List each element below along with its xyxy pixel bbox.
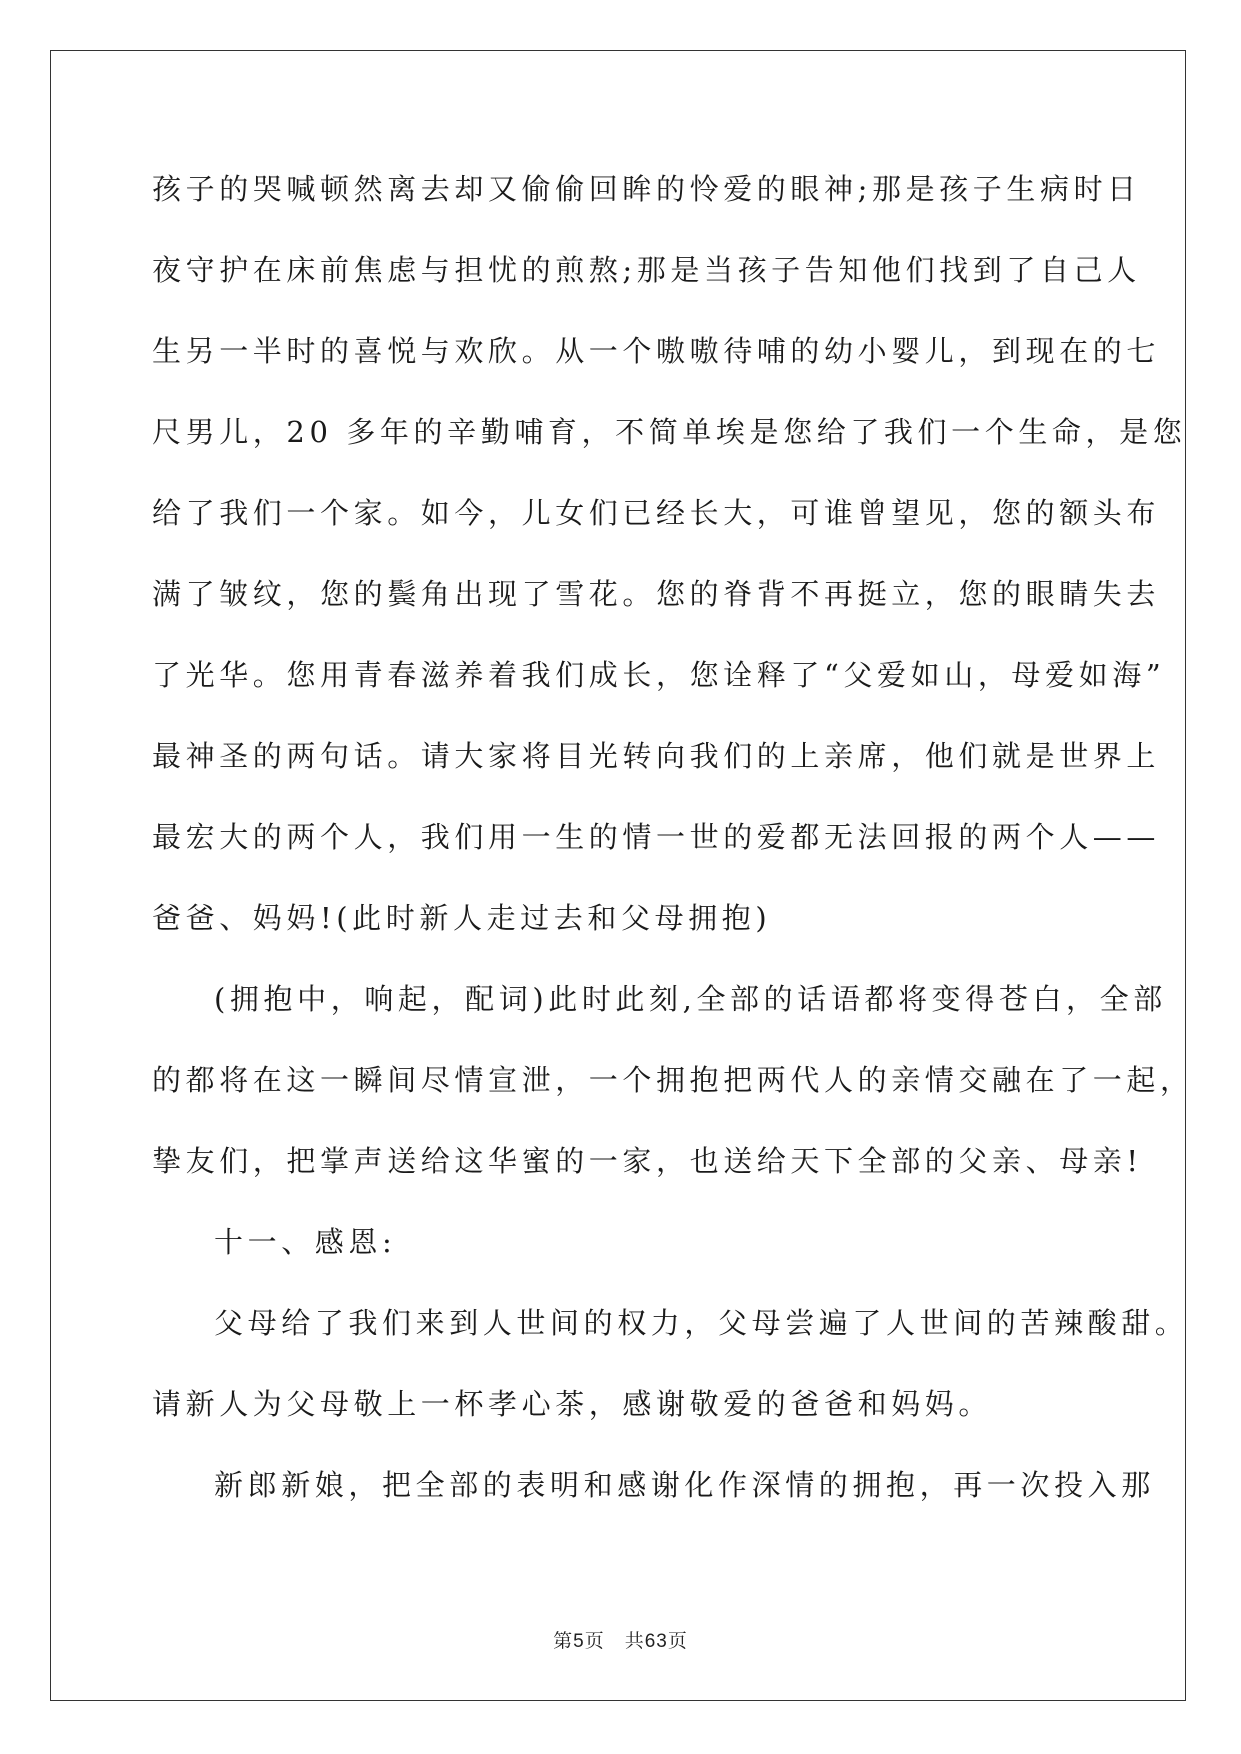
text-line: 了光华。您用青春滋养着我们成长，您诠释了“父爱如山，母爱如海” (152, 658, 1166, 692)
page-footer (0, 1626, 1241, 1653)
text-line: 生另一半时的喜悦与欢欣。从一个嗷嗷待哺的幼小婴儿，到现在的七 (152, 334, 1161, 368)
text-line: 最神圣的两句话。请大家将目光转向我们的上亲席，他们就是世界上 (152, 739, 1161, 773)
text-line: 爸爸、妈妈!(此时新人走过去和父母拥抱) (152, 901, 772, 935)
text-line: 孩子的哭喊顿然离去却又偷偷回眸的怜爱的眼神;那是孩子生病时日 (152, 172, 1141, 206)
text-line: 夜守护在床前焦虑与担忧的煎熬;那是当孩子告知他们找到了自己人 (152, 253, 1141, 287)
page-prefix: 第 (553, 1630, 574, 1652)
paragraph-start-line: 新郎新娘，把全部的表明和感谢化作深情的拥抱，再一次投入那 (214, 1468, 1155, 1502)
text-line: 尺男儿，20 多年的辛勤哺育，不简单埃是您给了我们一个生命，是您 (152, 415, 1187, 449)
total-suffix: 页 (667, 1630, 688, 1652)
page-suffix: 页 (584, 1630, 605, 1652)
page-number: 5 (573, 1631, 585, 1652)
text-line: 最宏大的两个人，我们用一生的情一世的爱都无法回报的两个人—— (152, 820, 1161, 854)
text-line: 挚友们，把掌声送给这华蜜的一家，也送给天下全部的父亲、母亲! (152, 1144, 1143, 1178)
text-line: 满了皱纹，您的鬓角出现了雪花。您的脊背不再挺立，您的眼睛失去 (152, 577, 1161, 611)
total-prefix: 共 (624, 1630, 645, 1652)
paragraph-start-line: 父母给了我们来到人世间的权力，父母尝遍了人世间的苦辣酸甜。 (214, 1306, 1189, 1340)
text-line: 给了我们一个家。如今，儿女们已经长大，可谁曾望见，您的额头布 (152, 496, 1161, 530)
section-heading: 十一、感恩: (214, 1225, 397, 1259)
text-line: 请新人为父母敬上一杯孝心茶，感谢敬爱的爸爸和妈妈。 (152, 1387, 993, 1421)
text-line: 的都将在这一瞬间尽情宣泄，一个拥抱把两代人的亲情交融在了一起， (152, 1063, 1194, 1097)
document-body (152, 160, 1194, 1537)
total-pages: 63 (644, 1631, 668, 1652)
paragraph-start-line: (拥抱中，响起，配词)此时此刻,全部的话语都将变得苍白，全部 (214, 982, 1167, 1016)
